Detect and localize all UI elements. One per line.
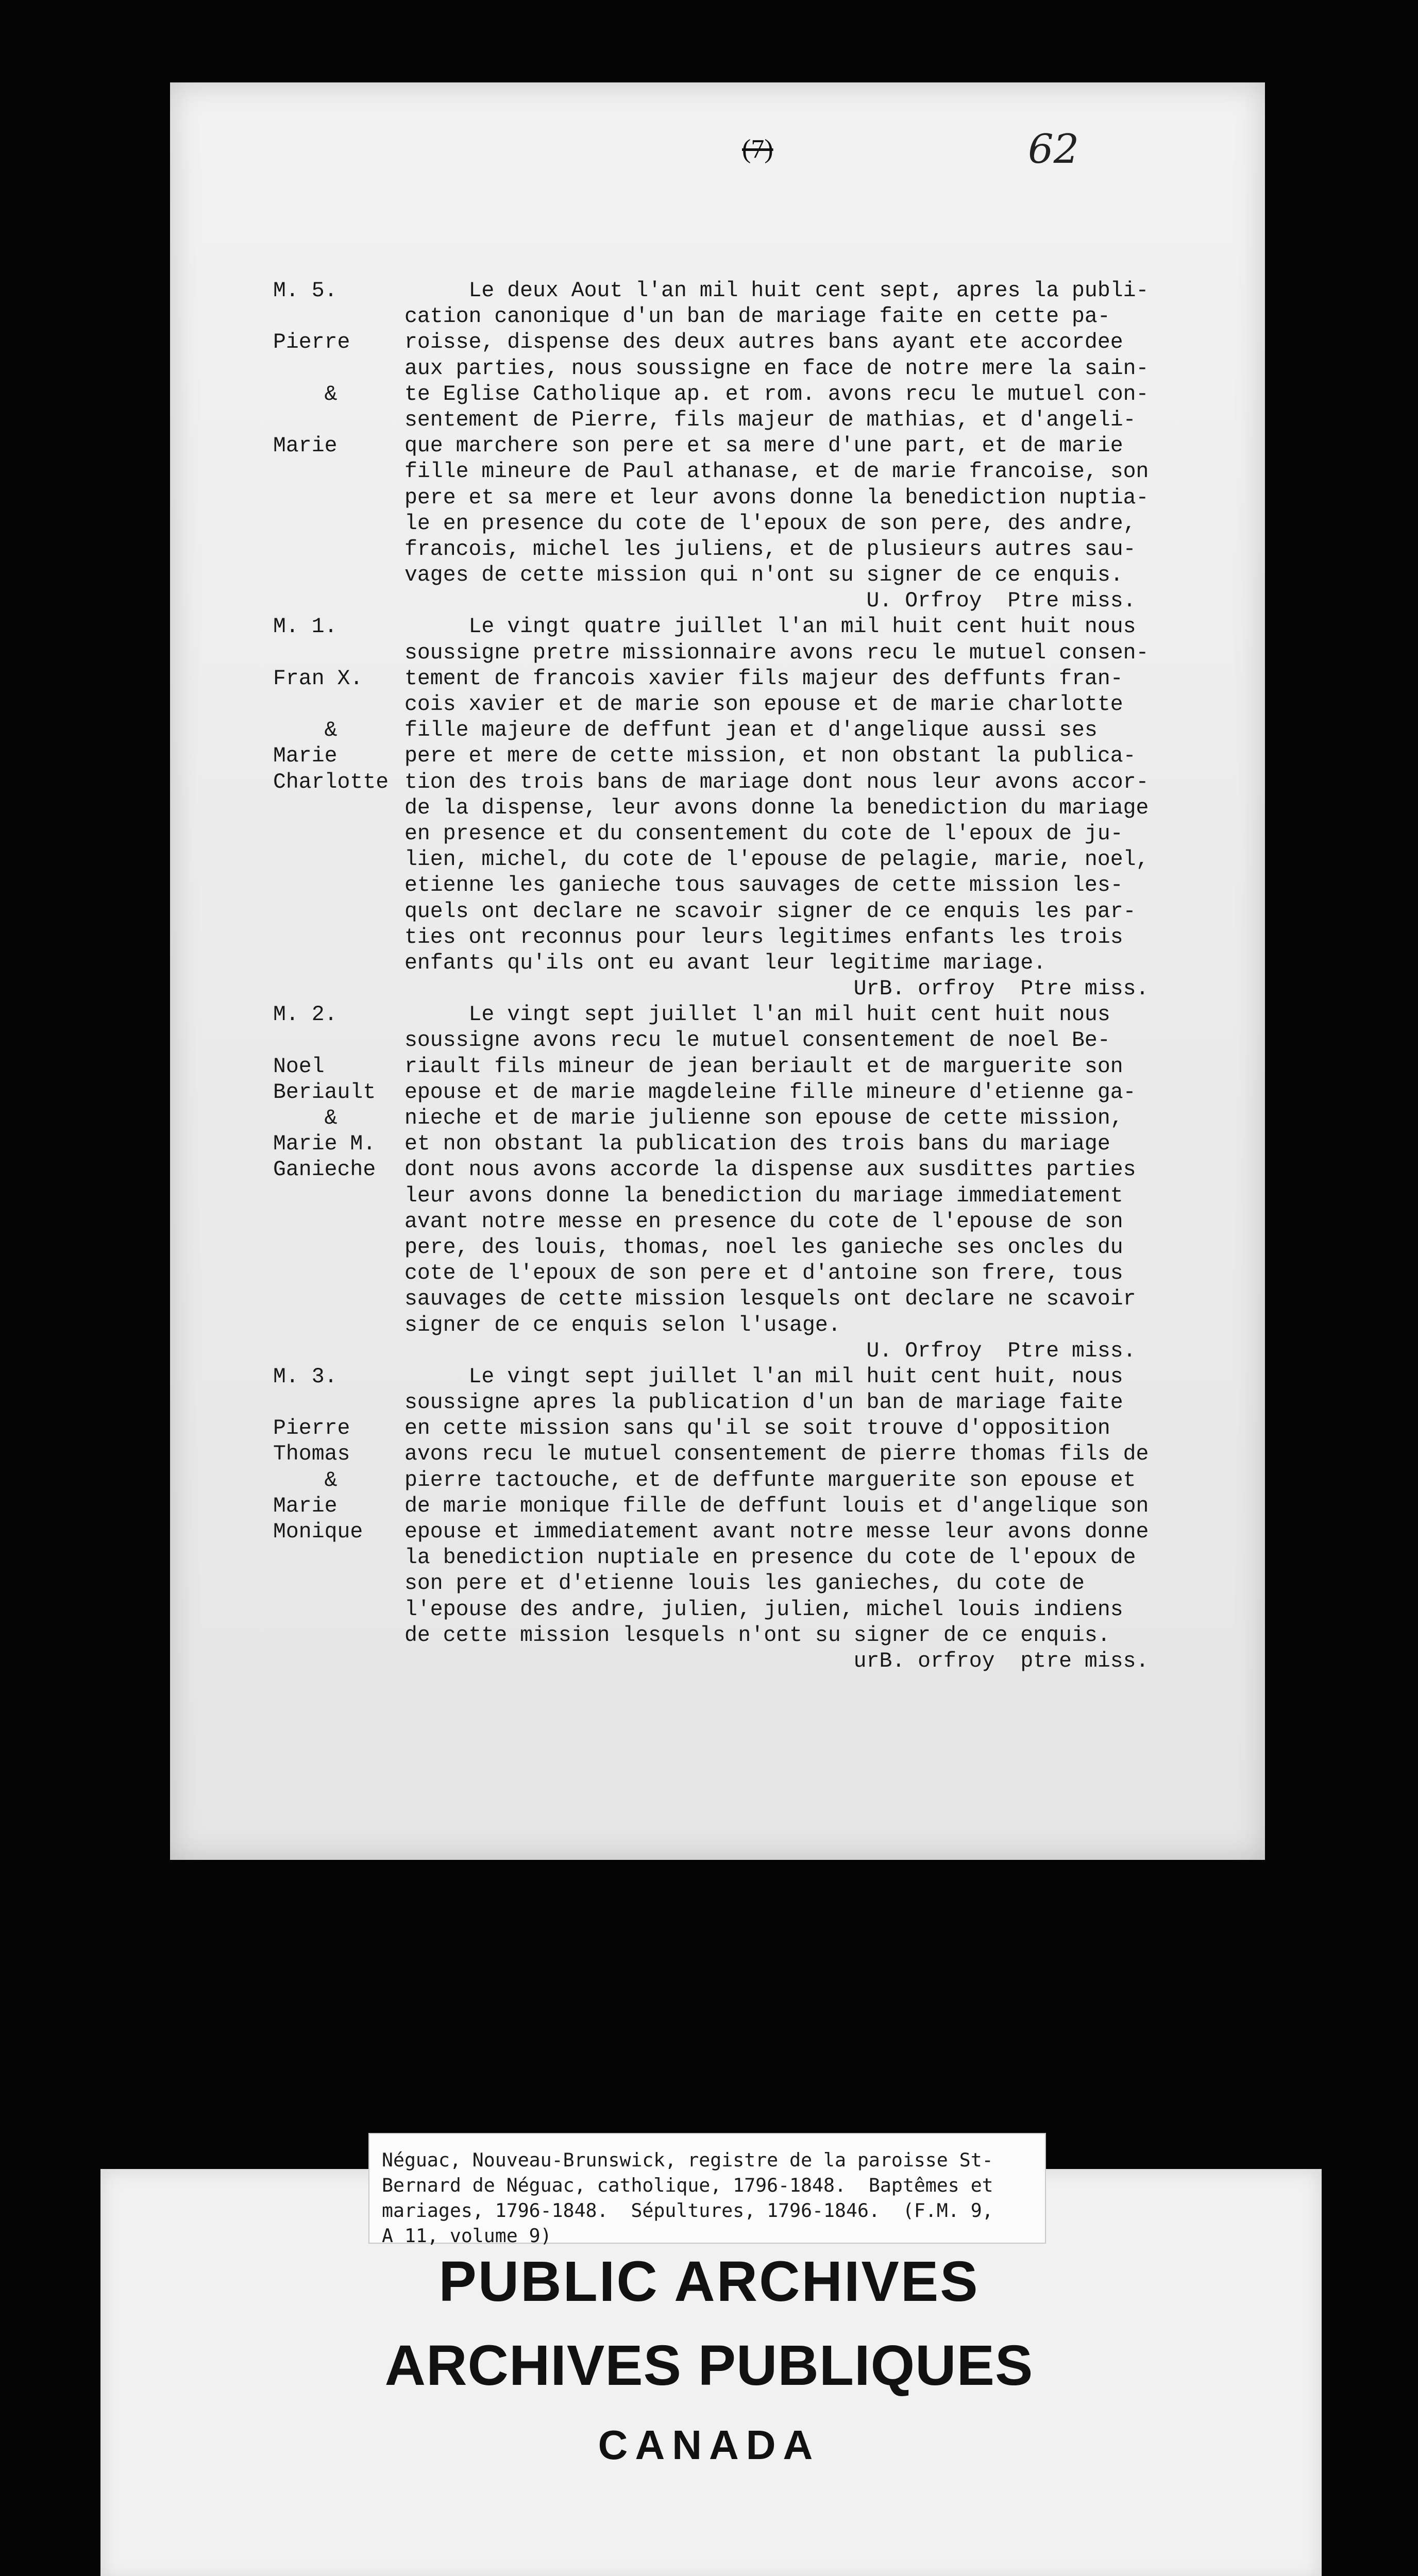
text-line: soussigne apres la publication d'un ban de mariage faite xyxy=(404,1391,1123,1415)
text-line: Le vingt sept juillet l'an mil huit cent huit, nous xyxy=(404,1364,1123,1389)
text-line: leur avons donne la benediction du mariage immediatement xyxy=(404,1183,1123,1208)
text-line: l'epouse des andre, julien, julien, michel louis indiens xyxy=(404,1597,1123,1622)
margin-line: Thomas xyxy=(273,1442,350,1467)
text-line: que marchere son pere et sa mere d'une part, et de marie xyxy=(404,434,1123,459)
margin-line xyxy=(273,976,404,1002)
text-line: pere, des louis, thomas, noel les ganieche ses oncles du xyxy=(404,1235,1123,1260)
label-line: Bernard de Néguac, catholique, 1796-1848. Baptêmes et xyxy=(382,2174,993,2196)
entry-margin-note xyxy=(273,1002,404,1364)
margin-line xyxy=(273,1545,404,1571)
margin-line xyxy=(273,951,404,976)
text-line: cation canonique d'un ban de mariage faite en cette pa- xyxy=(404,304,1110,329)
card-title-french: ARCHIVES PUBLIQUES xyxy=(384,2334,1034,2397)
text-line: U. Orfroy Ptre miss. xyxy=(404,589,1136,614)
page-number: 62 xyxy=(1028,126,1079,173)
text-line: ties ont reconnus pour leurs legitimes enfants les trois xyxy=(404,925,1123,950)
text-line: Le deux Aout l'an mil huit cent sept, apres la publi- xyxy=(404,279,1149,303)
margin-line: Noel xyxy=(273,1054,325,1079)
text-line: roisse, dispense des deux autres bans ayant ete accordee xyxy=(404,330,1123,355)
margin-line: Pierre xyxy=(273,330,350,355)
margin-line xyxy=(273,408,404,433)
text-line: fille mineure de Paul athanase, et de marie francoise, son xyxy=(404,460,1149,484)
text-line: de cette mission lesquels n'ont su signer de ce enquis. xyxy=(404,1623,1110,1648)
margin-line xyxy=(273,459,404,485)
margin-line: Marie M. xyxy=(273,1132,376,1157)
text-line: nieche et de marie julienne son epouse de cette mission, xyxy=(404,1106,1123,1130)
text-line: vages de cette mission qui n'ont su signer de ce enquis. xyxy=(404,563,1123,588)
margin-line: Ganieche xyxy=(273,1158,376,1182)
text-line: francois, michel les juliens, et de plusieurs autres sau- xyxy=(404,537,1136,562)
marriage-entries xyxy=(273,278,1252,1674)
margin-line xyxy=(273,899,404,925)
text-line: lien, michel, du cote de l'epouse de pelagie, marie, noel, xyxy=(404,848,1149,872)
text-line: et non obstant la publication des trois bans du mariage xyxy=(404,1132,1110,1157)
text-line: son pere et d'etienne louis les ganieches, du cote de xyxy=(404,1571,1085,1596)
card-country: CANADA xyxy=(598,2422,820,2468)
text-line: la benediction nuptiale en presence du cote de l'epoux de xyxy=(404,1546,1136,1570)
text-line: le en presence du cote de l'epoux de son pere, des andre, xyxy=(404,511,1136,536)
text-line: fille majeure de deffunt jean et d'angelique aussi ses xyxy=(404,718,1098,743)
card-title-english: PUBLIC ARCHIVES xyxy=(438,2250,980,2313)
label-line: Néguac, Nouveau-Brunswick, registre de la paroisse St- xyxy=(382,2149,993,2171)
marriage-entry xyxy=(273,1364,1252,1674)
margin-line xyxy=(273,925,404,951)
label-line: mariages, 1796-1848. Sépultures, 1796-1846. (F.M. 9, xyxy=(382,2199,993,2222)
text-line: urB. orfroy ptre miss. xyxy=(404,1649,1149,1673)
margin-line xyxy=(273,1183,404,1209)
text-line: signer de ce enquis selon l'usage. xyxy=(404,1313,841,1337)
text-line: tement de francois xavier fils majeur des deffunts fran- xyxy=(404,666,1123,691)
text-line: soussigne pretre missionnaire avons recu le mutuel consen- xyxy=(404,640,1149,665)
margin-line xyxy=(273,1571,404,1597)
label-line: A 11, volume 9) xyxy=(382,2225,552,2247)
margin-line xyxy=(273,1261,404,1286)
text-line: Le vingt quatre juillet l'an mil huit cent huit nous xyxy=(404,615,1136,639)
entry-text xyxy=(404,614,1252,1002)
margin-line xyxy=(273,692,404,718)
margin-line xyxy=(273,537,404,563)
margin-line xyxy=(273,1235,404,1261)
margin-line: Fran X. xyxy=(273,666,363,691)
text-line: etienne les ganieche tous sauvages de cette mission les- xyxy=(404,873,1123,898)
card-label xyxy=(368,2133,1046,2247)
margin-line: Marie xyxy=(273,744,337,769)
margin-line xyxy=(273,304,404,330)
text-line: pere et mere de cette mission, et non obstant la publica- xyxy=(404,744,1136,769)
text-line: riault fils mineur de jean beriault et de marguerite son xyxy=(404,1054,1123,1079)
margin-line xyxy=(273,873,404,899)
margin-line xyxy=(273,1028,404,1054)
marriage-entry xyxy=(273,278,1252,614)
entry-text xyxy=(404,1002,1252,1364)
text-line: en presence et du consentement du cote de l'epoux de ju- xyxy=(404,821,1123,846)
margin-line xyxy=(273,485,404,511)
margin-line: M. 2. xyxy=(273,1003,337,1027)
margin-line: Marie xyxy=(273,434,337,459)
page-mark: (7) xyxy=(742,134,773,164)
entry-margin-note xyxy=(273,1364,404,1674)
text-line: pierre tactouche, et de deffunte marguerite son epouse et xyxy=(404,1468,1136,1493)
entry-text xyxy=(404,1364,1252,1674)
margin-line xyxy=(273,1286,404,1312)
text-line: epouse et de marie magdeleine fille mineure d'etienne ga- xyxy=(404,1080,1136,1105)
margin-line: Monique xyxy=(273,1520,363,1544)
margin-line xyxy=(273,1338,404,1364)
text-line: soussigne avons recu le mutuel consentement de noel Be- xyxy=(404,1028,1110,1053)
margin-line: M. 3. xyxy=(273,1364,337,1389)
entry-text xyxy=(404,278,1252,614)
entry-margin-note xyxy=(273,278,404,614)
text-line: Le vingt sept juillet l'an mil huit cent huit nous xyxy=(404,1003,1110,1027)
marriage-entry xyxy=(273,614,1252,1002)
marriage-entry xyxy=(273,1002,1252,1364)
text-line: de la dispense, leur avons donne la benediction du mariage xyxy=(404,795,1149,820)
margin-line xyxy=(273,1313,404,1338)
margin-line: & xyxy=(273,382,337,406)
text-line: pere et sa mere et leur avons donne la benediction nuptia- xyxy=(404,485,1149,510)
margin-line xyxy=(273,1390,404,1416)
text-line: U. Orfroy Ptre miss. xyxy=(404,1338,1136,1363)
margin-line xyxy=(273,356,404,382)
margin-line xyxy=(273,640,404,666)
text-line: quels ont declare ne scavoir signer de ce enquis les par- xyxy=(404,899,1136,924)
text-line: enfants qu'ils ont eu avant leur legitime mariage. xyxy=(404,951,1046,975)
margin-line: Marie xyxy=(273,1494,337,1518)
margin-line: & xyxy=(273,718,337,743)
margin-line: Beriault xyxy=(273,1080,376,1105)
margin-line: M. 5. xyxy=(273,279,337,303)
text-line: tion des trois bans de mariage dont nous leur avons accor- xyxy=(404,770,1149,794)
text-line: de marie monique fille de deffunt louis et d'angelique son xyxy=(404,1494,1149,1518)
text-line: cois xavier et de marie son epouse et de marie charlotte xyxy=(404,692,1123,717)
margin-line xyxy=(273,795,404,821)
text-line: epouse et immediatement avant notre messe leur avons donne xyxy=(404,1520,1149,1544)
margin-line: M. 1. xyxy=(273,615,337,639)
entry-margin-note xyxy=(273,614,404,1002)
text-line: sentement de Pierre, fils majeur de mathias, et d'angeli- xyxy=(404,408,1136,432)
margin-line xyxy=(273,1209,404,1235)
text-line: te Eglise Catholique ap. et rom. avons recu le mutuel con- xyxy=(404,382,1149,406)
text-line: cote de l'epoux de son pere et d'antoine son frere, tous xyxy=(404,1261,1123,1286)
margin-line: & xyxy=(273,1468,337,1493)
margin-line: Pierre xyxy=(273,1416,350,1441)
margin-line xyxy=(273,821,404,847)
margin-line xyxy=(273,511,404,537)
text-line: sauvages de cette mission lesquels ont declare ne scavoir xyxy=(404,1287,1136,1312)
text-line: en cette mission sans qu'il se soit trouve d'opposition xyxy=(404,1416,1110,1441)
margin-line xyxy=(273,847,404,873)
text-line: dont nous avons accorde la dispense aux susdittes parties xyxy=(404,1158,1136,1182)
margin-line: & xyxy=(273,1106,337,1130)
margin-line: Charlotte xyxy=(273,770,389,794)
text-line: aux parties, nous soussigne en face de notre mere la sain- xyxy=(404,356,1149,381)
text-line: avant notre messe en presence du cote de l'epouse de son xyxy=(404,1209,1123,1234)
margin-line xyxy=(273,1597,404,1623)
text-line: avons recu le mutuel consentement de pierre thomas fils de xyxy=(404,1442,1149,1467)
margin-line xyxy=(273,563,404,588)
text-line: UrB. orfroy Ptre miss. xyxy=(404,977,1149,1002)
margin-line xyxy=(273,1623,404,1649)
